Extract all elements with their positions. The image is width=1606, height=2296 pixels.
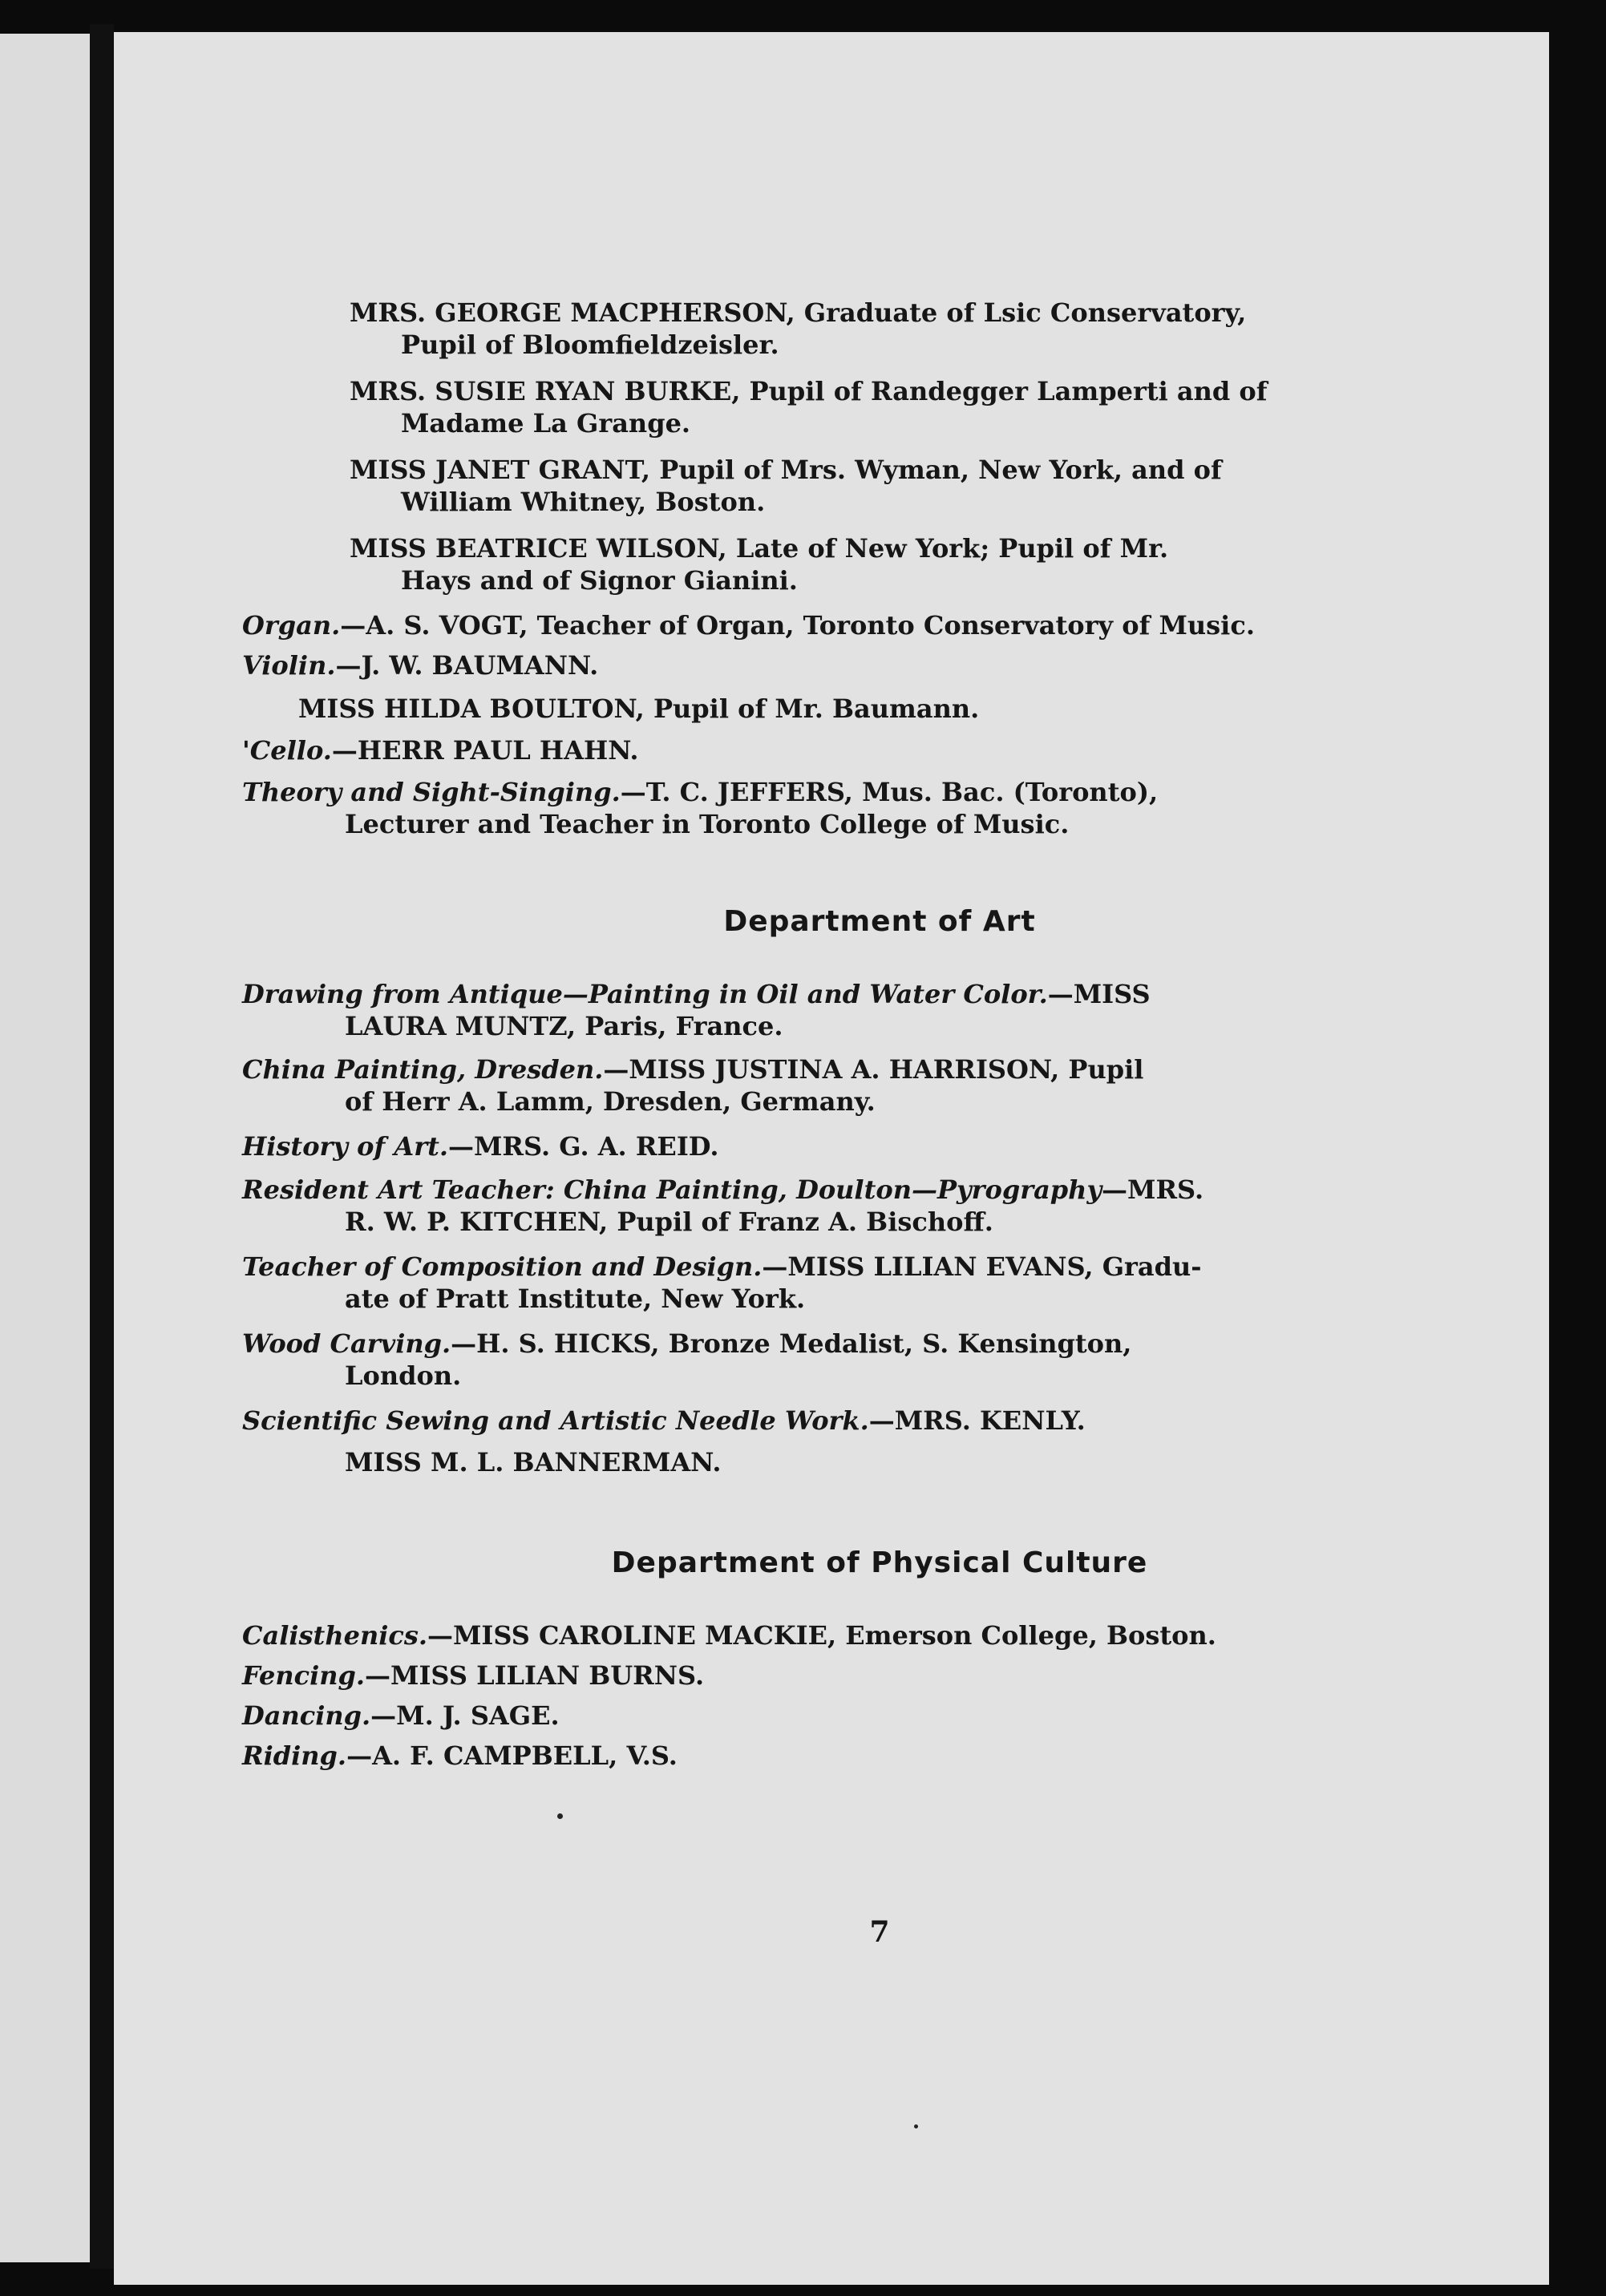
violin-text: —J. W. BAUMANN.: [335, 650, 599, 681]
theory-entry: [242, 776, 1461, 840]
document-page: [114, 32, 1549, 2285]
art-entry-resident: [242, 1174, 1461, 1238]
physical-label: Riding.: [242, 1740, 347, 1771]
art-entry-extra: [345, 1446, 1507, 1478]
art-text: —MISS: [1047, 979, 1151, 1009]
art-heading: Department of Art: [723, 905, 1036, 938]
art-entry-history: [242, 1130, 1461, 1162]
book-gutter: [90, 24, 114, 2269]
staff-name: MISS BEATRICE WILSON,: [350, 533, 727, 564]
theory-label: Theory and Sight-Singing.: [242, 777, 621, 807]
ink-speck: [557, 1813, 563, 1819]
art-label: Scientific Sewing and Artistic Needle Work.: [242, 1405, 869, 1436]
art-text: —H. S. HICKS, Bronze Medalist, S. Kensington,: [451, 1328, 1132, 1359]
art-line2: London.: [345, 1360, 462, 1391]
ink-speck: [914, 2124, 918, 2128]
staff-entry-wilson: [298, 532, 1564, 596]
theory-text: —T. C. JEFFERS, Mus. Bac. (Toronto),: [620, 777, 1159, 807]
staff-desc: Graduate of L: [803, 297, 1002, 328]
staff-desc-line2: Pupil of Bloomfieldzeisler.: [401, 329, 779, 360]
art-entry-drawing: [242, 978, 1461, 1042]
art-label: Resident Art Teacher: China Painting, Doulton—Pyrography: [242, 1174, 1102, 1205]
physical-entry-riding: [242, 1740, 1461, 1772]
staff-desc-line2: William Whitney, Boston.: [401, 487, 766, 517]
organ-label: Organ.: [242, 610, 341, 641]
violin-assistant-entry: [298, 693, 1461, 725]
physical-text: —MISS LILIAN BURNS.: [365, 1660, 705, 1691]
cello-label: 'Cello.: [242, 735, 332, 766]
art-text: —MRS. KENLY.: [868, 1405, 1086, 1436]
violin-assistant: MISS HILDA BOULTON, Pupil of Mr. Baumann.: [298, 693, 980, 724]
art-entry-wood-carving: [242, 1328, 1461, 1392]
cello-text: —HERR PAUL HAHN.: [331, 735, 639, 766]
art-line2: of Herr A. Lamm, Dresden, Germany.: [345, 1086, 876, 1117]
art-label: Teacher of Composition and Design.: [242, 1251, 763, 1282]
physical-text: —A. F. CAMPBELL, V.S.: [346, 1740, 678, 1771]
staff-name: MRS. SUSIE RYAN BURKE,: [350, 376, 741, 406]
physical-entry-fencing: [242, 1659, 1461, 1692]
art-label: History of Art.: [242, 1131, 448, 1162]
art-extra: MISS M. L. BANNERMAN.: [345, 1447, 722, 1477]
art-line2: LAURA MUNTZ, Paris, France.: [345, 1011, 783, 1041]
art-entry-sewing: [242, 1405, 1461, 1437]
organ-entry: [242, 609, 1405, 641]
physical-text: —M. J. SAGE.: [370, 1700, 560, 1731]
physical-label: Dancing.: [242, 1700, 371, 1731]
theory-line2: Lecturer and Teacher in Toronto College of Music.: [345, 809, 1070, 839]
art-text: —MRS.: [1102, 1174, 1204, 1205]
cello-entry: [242, 734, 1405, 766]
staff-entry-macpherson: [298, 297, 1564, 361]
staff-entry-grant: [298, 454, 1564, 518]
facing-page-edge: [0, 34, 90, 2262]
art-entry-china: [242, 1053, 1461, 1118]
staff-name: MISS JANET GRANT,: [350, 455, 651, 485]
art-text: —MISS JUSTINA A. HARRISON, Pupil: [603, 1054, 1144, 1085]
physical-text: —MISS CAROLINE MACKIE, Emerson College, Boston.: [427, 1620, 1216, 1651]
staff-desc-line2: Madame La Grange.: [401, 408, 691, 439]
physical-entry-calisthenics: [242, 1619, 1461, 1651]
art-text: —MRS. G. A. REID.: [447, 1131, 719, 1162]
violin-entry: [242, 649, 1405, 681]
art-text: —MISS LILIAN EVANS, Gradu-: [762, 1251, 1202, 1282]
physical-entry-dancing: [242, 1700, 1461, 1732]
staff-desc: Late of New York; Pupil of Mr.: [735, 533, 1169, 564]
art-label: China Painting, Dresden.: [242, 1054, 604, 1085]
staff-name: MRS. GEORGE MACPHERSON,: [350, 297, 795, 328]
physical-label: Calisthenics.: [242, 1620, 427, 1651]
art-line2: R. W. P. KITCHEN, Pupil of Franz A. Bischoff.: [345, 1207, 993, 1237]
organ-text: —A. S. VOGT, Teacher of Organ, Toronto Conservatory of Music.: [340, 610, 1255, 641]
art-entry-composition: [242, 1251, 1461, 1315]
staff-entry-burke: [298, 375, 1564, 439]
physical-label: Fencing.: [242, 1660, 366, 1691]
violin-label: Violin.: [242, 650, 336, 681]
page-number: 7: [869, 1915, 890, 1949]
art-label: Drawing from Antique—Painting in Oil and Water Color.: [242, 979, 1048, 1009]
staff-desc-line2: Hays and of Signor Gianini.: [401, 565, 798, 596]
art-label: Wood Carving.: [242, 1328, 451, 1359]
staff-desc-cont: sic Conservatory,: [1001, 297, 1247, 328]
art-line2: ate of Pratt Institute, New York.: [345, 1283, 806, 1314]
physical-heading: Department of Physical Culture: [611, 1546, 1148, 1579]
staff-desc: Pupil of Randegger Lamperti and of: [749, 376, 1268, 406]
staff-desc: Pupil of Mrs. Wyman, New York, and of: [659, 455, 1222, 485]
